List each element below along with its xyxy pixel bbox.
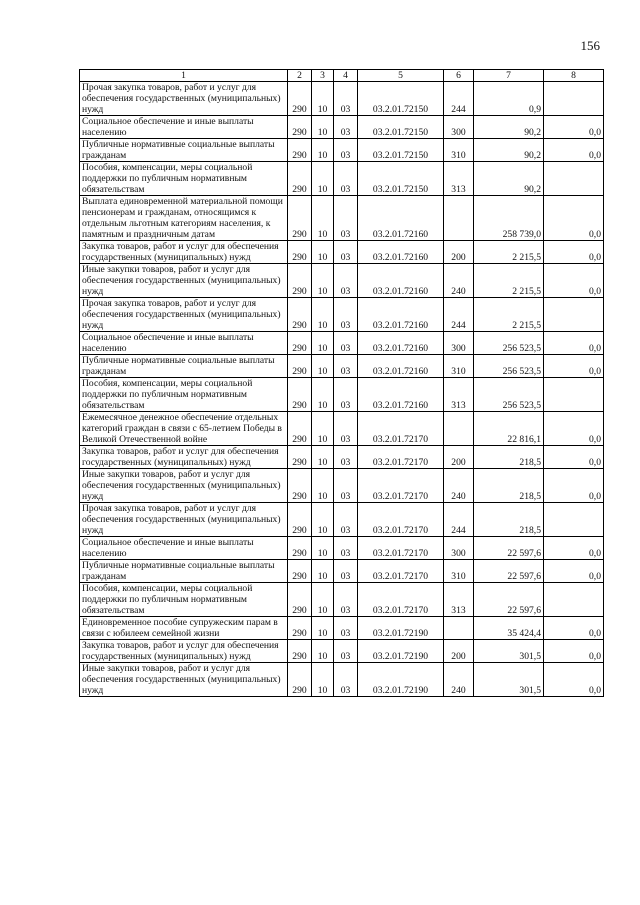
- row-section: 10: [312, 264, 334, 298]
- row-section: 10: [312, 537, 334, 560]
- row-section: 10: [312, 469, 334, 503]
- row-grbs: 290: [288, 116, 312, 139]
- row-amount-secondary: 0,0: [544, 264, 604, 298]
- row-name: Прочая закупка товаров, работ и услуг для обеспечения государственных (муниципальных) нужд: [80, 298, 288, 332]
- row-expense-type: [444, 196, 474, 241]
- row-expense-type: 200: [444, 241, 474, 264]
- row-grbs: 290: [288, 332, 312, 355]
- row-subsection: 03: [334, 469, 358, 503]
- row-grbs: 290: [288, 355, 312, 378]
- row-target-article: 03.2.01.72150: [358, 116, 444, 139]
- row-amount: 35 424,4: [474, 617, 544, 640]
- row-subsection: 03: [334, 82, 358, 116]
- row-grbs: 290: [288, 241, 312, 264]
- row-amount: 256 523,5: [474, 332, 544, 355]
- header-cell: 5: [358, 70, 444, 82]
- row-subsection: 03: [334, 446, 358, 469]
- row-subsection: 03: [334, 617, 358, 640]
- row-subsection: 03: [334, 378, 358, 412]
- table-row: [80, 241, 604, 264]
- header-cell: 3: [312, 70, 334, 82]
- row-amount: 90,2: [474, 116, 544, 139]
- row-section: 10: [312, 663, 334, 697]
- row-subsection: 03: [334, 116, 358, 139]
- row-amount-secondary: 0,0: [544, 663, 604, 697]
- row-amount: 90,2: [474, 162, 544, 196]
- row-amount-secondary: [544, 162, 604, 196]
- row-grbs: 290: [288, 640, 312, 663]
- row-amount-secondary: [544, 82, 604, 116]
- row-expense-type: 200: [444, 446, 474, 469]
- row-name: Прочая закупка товаров, работ и услуг для обеспечения государственных (муниципальных) нужд: [80, 503, 288, 537]
- row-name: Закупка товаров, работ и услуг для обеспечения государственных (муниципальных) нужд: [80, 446, 288, 469]
- row-name: Прочая закупка товаров, работ и услуг для обеспечения государственных (муниципальных) нужд: [80, 82, 288, 116]
- row-target-article: 03.2.01.72160: [358, 332, 444, 355]
- row-amount-secondary: 0,0: [544, 116, 604, 139]
- row-target-article: 03.2.01.72160: [358, 264, 444, 298]
- row-section: 10: [312, 139, 334, 162]
- row-target-article: 03.2.01.72160: [358, 298, 444, 332]
- row-amount: 2 215,5: [474, 264, 544, 298]
- row-amount-secondary: 0,0: [544, 469, 604, 503]
- row-amount-secondary: 0,0: [544, 139, 604, 162]
- row-expense-type: 310: [444, 355, 474, 378]
- row-grbs: 290: [288, 264, 312, 298]
- row-amount-secondary: 0,0: [544, 412, 604, 446]
- row-subsection: 03: [334, 241, 358, 264]
- row-subsection: 03: [334, 196, 358, 241]
- header-cell: 4: [334, 70, 358, 82]
- row-name: Единовременное пособие супружеским парам в связи с юбилеем семейной жизни: [80, 617, 288, 640]
- table-row: [80, 617, 604, 640]
- row-amount: 22 597,6: [474, 583, 544, 617]
- row-amount-secondary: [544, 378, 604, 412]
- budget-table: [79, 69, 604, 697]
- table-row: [80, 355, 604, 378]
- row-target-article: 03.2.01.72190: [358, 617, 444, 640]
- table-row: [80, 82, 604, 116]
- row-amount-secondary: 0,0: [544, 196, 604, 241]
- row-amount-secondary: 0,0: [544, 537, 604, 560]
- row-subsection: 03: [334, 663, 358, 697]
- row-section: 10: [312, 560, 334, 583]
- row-amount-secondary: 0,0: [544, 332, 604, 355]
- row-grbs: 290: [288, 139, 312, 162]
- row-amount: 22 597,6: [474, 537, 544, 560]
- row-amount: 256 523,5: [474, 355, 544, 378]
- row-name: Публичные нормативные социальные выплаты гражданам: [80, 560, 288, 583]
- row-amount: 22 816,1: [474, 412, 544, 446]
- row-section: 10: [312, 412, 334, 446]
- row-amount: 90,2: [474, 139, 544, 162]
- table-row: [80, 412, 604, 446]
- table-row: [80, 640, 604, 663]
- header-row: [80, 70, 604, 82]
- row-section: 10: [312, 446, 334, 469]
- row-amount-secondary: [544, 298, 604, 332]
- row-amount: 218,5: [474, 503, 544, 537]
- row-expense-type: 200: [444, 640, 474, 663]
- row-target-article: 03.2.01.72150: [358, 162, 444, 196]
- header-cell: 1: [80, 70, 288, 82]
- row-subsection: 03: [334, 355, 358, 378]
- row-target-article: 03.2.01.72170: [358, 583, 444, 617]
- table-body: [80, 82, 604, 697]
- row-expense-type: 240: [444, 663, 474, 697]
- row-subsection: 03: [334, 162, 358, 196]
- table-row: [80, 503, 604, 537]
- row-target-article: 03.2.01.72170: [358, 469, 444, 503]
- row-amount: 2 215,5: [474, 298, 544, 332]
- row-name: Публичные нормативные социальные выплаты гражданам: [80, 355, 288, 378]
- row-subsection: 03: [334, 583, 358, 617]
- row-target-article: 03.2.01.72160: [358, 241, 444, 264]
- row-expense-type: 300: [444, 332, 474, 355]
- row-subsection: 03: [334, 560, 358, 583]
- header-cell: 2: [288, 70, 312, 82]
- row-expense-type: 310: [444, 139, 474, 162]
- row-grbs: 290: [288, 560, 312, 583]
- row-subsection: 03: [334, 139, 358, 162]
- row-name: Социальное обеспечение и иные выплаты населению: [80, 537, 288, 560]
- table-row: [80, 583, 604, 617]
- row-target-article: 03.2.01.72150: [358, 139, 444, 162]
- row-grbs: 290: [288, 663, 312, 697]
- row-amount-secondary: 0,0: [544, 446, 604, 469]
- row-expense-type: 300: [444, 537, 474, 560]
- row-amount-secondary: 0,0: [544, 560, 604, 583]
- row-subsection: 03: [334, 298, 358, 332]
- row-grbs: 290: [288, 446, 312, 469]
- row-amount: 256 523,5: [474, 378, 544, 412]
- row-section: 10: [312, 241, 334, 264]
- row-amount-secondary: 0,0: [544, 355, 604, 378]
- page-number: 156: [580, 38, 600, 53]
- row-section: 10: [312, 583, 334, 617]
- row-section: 10: [312, 162, 334, 196]
- row-section: 10: [312, 196, 334, 241]
- row-amount: 218,5: [474, 469, 544, 503]
- row-grbs: 290: [288, 503, 312, 537]
- row-expense-type: 300: [444, 116, 474, 139]
- row-amount-secondary: [544, 503, 604, 537]
- row-section: 10: [312, 503, 334, 537]
- row-expense-type: 244: [444, 298, 474, 332]
- table-row: [80, 116, 604, 139]
- table-row: [80, 298, 604, 332]
- row-amount: 258 739,0: [474, 196, 544, 241]
- row-amount-secondary: 0,0: [544, 617, 604, 640]
- row-amount-secondary: 0,0: [544, 241, 604, 264]
- header-cell: 7: [474, 70, 544, 82]
- row-section: 10: [312, 640, 334, 663]
- row-expense-type: 310: [444, 560, 474, 583]
- row-section: 10: [312, 332, 334, 355]
- row-grbs: 290: [288, 537, 312, 560]
- table-row: [80, 264, 604, 298]
- row-section: 10: [312, 298, 334, 332]
- row-expense-type: 313: [444, 378, 474, 412]
- row-target-article: 03.2.01.72170: [358, 537, 444, 560]
- row-name: Закупка товаров, работ и услуг для обеспечения государственных (муниципальных) нужд: [80, 241, 288, 264]
- row-grbs: 290: [288, 378, 312, 412]
- row-amount: 22 597,6: [474, 560, 544, 583]
- row-target-article: 03.2.01.72160: [358, 196, 444, 241]
- row-grbs: 290: [288, 162, 312, 196]
- table-row: [80, 469, 604, 503]
- table-row: [80, 139, 604, 162]
- row-amount: 0,9: [474, 82, 544, 116]
- row-subsection: 03: [334, 412, 358, 446]
- row-name: Публичные нормативные социальные выплаты гражданам: [80, 139, 288, 162]
- row-expense-type: 313: [444, 162, 474, 196]
- row-name: Пособия, компенсации, меры социальной поддержки по публичным нормативным обязательствам: [80, 162, 288, 196]
- row-name: Выплата единовременной материальной помощи пенсионерам и гражданам, относящимся к отдельным льготным категориям населения, к памятным и праздничным датам: [80, 196, 288, 241]
- row-name: Иные закупки товаров, работ и услуг для обеспечения государственных (муниципальных) нужд: [80, 264, 288, 298]
- row-target-article: 03.2.01.72190: [358, 640, 444, 663]
- row-name: Иные закупки товаров, работ и услуг для обеспечения государственных (муниципальных) нужд: [80, 469, 288, 503]
- row-target-article: 03.2.01.72160: [358, 355, 444, 378]
- row-section: 10: [312, 116, 334, 139]
- row-amount: 2 215,5: [474, 241, 544, 264]
- table-row: [80, 560, 604, 583]
- row-amount: 301,5: [474, 640, 544, 663]
- row-expense-type: [444, 412, 474, 446]
- row-section: 10: [312, 378, 334, 412]
- row-amount: 301,5: [474, 663, 544, 697]
- table-row: [80, 446, 604, 469]
- row-expense-type: 240: [444, 469, 474, 503]
- row-expense-type: 244: [444, 503, 474, 537]
- header-cell: 8: [544, 70, 604, 82]
- row-target-article: 03.2.01.72150: [358, 82, 444, 116]
- row-subsection: 03: [334, 640, 358, 663]
- row-grbs: 290: [288, 583, 312, 617]
- row-subsection: 03: [334, 264, 358, 298]
- row-section: 10: [312, 355, 334, 378]
- table-row: [80, 162, 604, 196]
- row-expense-type: 244: [444, 82, 474, 116]
- row-name: Социальное обеспечение и иные выплаты населению: [80, 116, 288, 139]
- row-amount-secondary: [544, 583, 604, 617]
- row-grbs: 290: [288, 196, 312, 241]
- table-row: [80, 332, 604, 355]
- row-name: Социальное обеспечение и иные выплаты населению: [80, 332, 288, 355]
- row-grbs: 290: [288, 82, 312, 116]
- table-row: [80, 378, 604, 412]
- row-name: Иные закупки товаров, работ и услуг для обеспечения государственных (муниципальных) нужд: [80, 663, 288, 697]
- row-grbs: 290: [288, 412, 312, 446]
- row-name: Ежемесячное денежное обеспечение отдельных категорий граждан в связи с 65-летием Победы в Великой Отечественной войне: [80, 412, 288, 446]
- table-row: [80, 663, 604, 697]
- row-amount: 218,5: [474, 446, 544, 469]
- row-subsection: 03: [334, 503, 358, 537]
- table-row: [80, 196, 604, 241]
- row-target-article: 03.2.01.72170: [358, 412, 444, 446]
- row-target-article: 03.2.01.72170: [358, 503, 444, 537]
- table-row: [80, 537, 604, 560]
- row-grbs: 290: [288, 469, 312, 503]
- row-name: Пособия, компенсации, меры социальной поддержки по публичным нормативным обязательствам: [80, 378, 288, 412]
- row-name: Пособия, компенсации, меры социальной поддержки по публичным нормативным обязательствам: [80, 583, 288, 617]
- table-header: [80, 70, 604, 82]
- row-expense-type: [444, 617, 474, 640]
- row-amount-secondary: 0,0: [544, 640, 604, 663]
- header-cell: 6: [444, 70, 474, 82]
- row-target-article: 03.2.01.72190: [358, 663, 444, 697]
- row-name: Закупка товаров, работ и услуг для обеспечения государственных (муниципальных) нужд: [80, 640, 288, 663]
- row-target-article: 03.2.01.72170: [358, 560, 444, 583]
- row-target-article: 03.2.01.72170: [358, 446, 444, 469]
- row-grbs: 290: [288, 298, 312, 332]
- row-subsection: 03: [334, 537, 358, 560]
- row-target-article: 03.2.01.72160: [358, 378, 444, 412]
- row-expense-type: 240: [444, 264, 474, 298]
- row-section: 10: [312, 82, 334, 116]
- row-grbs: 290: [288, 617, 312, 640]
- row-subsection: 03: [334, 332, 358, 355]
- row-expense-type: 313: [444, 583, 474, 617]
- row-section: 10: [312, 617, 334, 640]
